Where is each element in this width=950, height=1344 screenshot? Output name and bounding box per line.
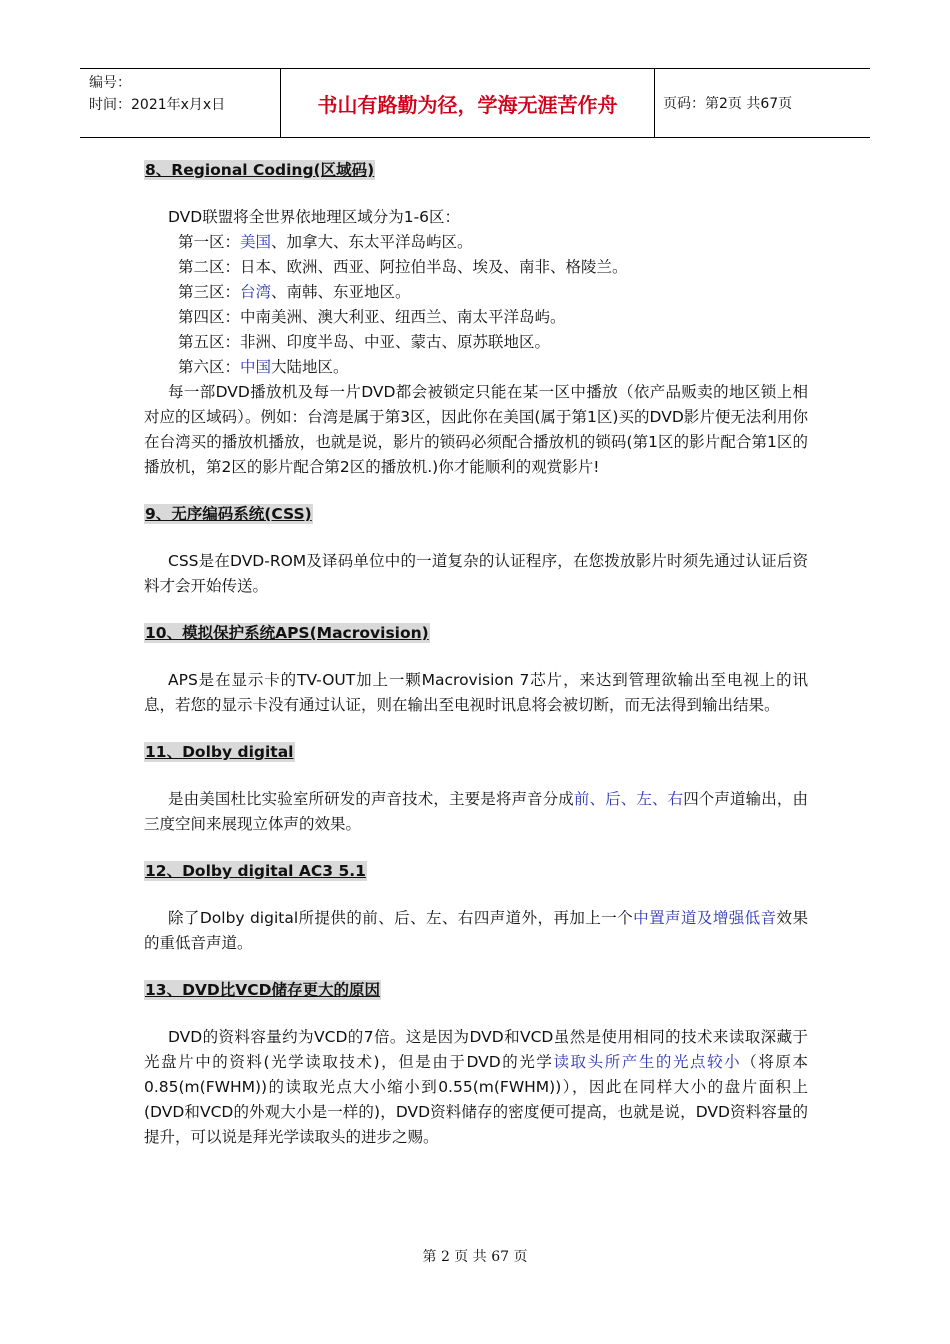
zone-3: 第三区：台湾、南韩、东亚地区。 [178, 283, 411, 301]
zone-6: 第六区：中国大陆地区。 [178, 358, 349, 376]
link-usa[interactable]: 美国 [240, 233, 272, 251]
link-channels[interactable]: 前、后、左、右 [573, 790, 684, 808]
link-center-channel[interactable]: 中置声道及增强低音 [633, 909, 777, 927]
section-9 [144, 502, 808, 599]
document-body [144, 158, 808, 1150]
paragraph: DVD联盟将全世界依地理区域分为1-6区： [168, 208, 461, 226]
link-pickup-head[interactable]: 读取头所产生的光点较小 [553, 1053, 742, 1071]
section-title: 12、Dolby digital AC3 5.1 [145, 862, 366, 880]
header-page-label: 页码：第2页 共67页 [663, 96, 793, 112]
link-china[interactable]: 中国 [240, 358, 272, 376]
paragraph: 每一部DVD播放机及每一片DVD都会被锁定只能在某一区中播放（依产品贩卖的地区锁上相对应的区域码）。例如：台湾是属于第3区，因此你在美国(属于第1区)买的DVD影片便无法利用你在台湾买的播放机播放，也就是说，影片的锁码必须配合播放机的锁码(第1区的影片配合第1区的播放机，第2区的影片配合第2区的播放机.)你才能顺利的观赏影片! [144, 383, 808, 476]
section-11 [144, 740, 808, 837]
page-header [80, 68, 870, 138]
section-title: 8、Regional Coding(区域码) [145, 161, 375, 179]
page-footer: 第 2 页 共 67 页 [422, 1249, 528, 1265]
section-title: 10、模拟保护系统APS(Macrovision) [145, 624, 429, 642]
paragraph: 是由美国杜比实验室所研发的声音技术，主要是将声音分成前、后、左、右四个声道输出，由三度空间来展现立体声的效果。 [144, 790, 808, 833]
header-motto: 书山有路勤为径，学海无涯苦作舟 [281, 69, 655, 137]
zone-5: 第五区：非洲、印度半岛、中亚、蒙古、原苏联地区。 [178, 333, 551, 351]
zone-4: 第四区：中南美洲、澳大利亚、纽西兰、南太平洋岛屿。 [178, 308, 566, 326]
paragraph: DVD的资料容量约为VCD的7倍。这是因为DVD和VCD虽然是使用相同的技术来读取深藏于光盘片中的资料(光学读取技术)，但是由于DVD的光学读取头所产生的光点较小（将原本0.85(m(FWHM))的读取光点大小缩小到0.55(m(FWHM))），因此在同样大小的盘片面积上(DVD和VCD的外观大小是一样的)，DVD资料储存的密度便可提高，也就是说，DVD资料容量的提升，可以说是拜光学读取头的进步之赐。 [144, 1028, 808, 1146]
paragraph: APS是在显示卡的TV-OUT加上一颗Macrovision 7芯片，来达到管理欲输出至电视上的讯息，若您的显示卡没有通过认证，则在输出至电视时讯息将会被切断，而无法得到输出结果。 [144, 671, 808, 714]
section-12 [144, 859, 808, 956]
paragraph: 除了Dolby digital所提供的前、后、左、右四声道外，再加上一个中置声道及增强低音效果的重低音声道。 [144, 909, 808, 952]
paragraph: CSS是在DVD-ROM及译码单位中的一道复杂的认证程序，在您拨放影片时须先通过认证后资料才会开始传送。 [144, 552, 808, 595]
section-8 [144, 158, 808, 480]
section-10 [144, 621, 808, 718]
doc-time-label: 时间：2021年x月x日 [89, 97, 226, 113]
header-meta [80, 69, 281, 137]
section-13 [144, 978, 808, 1150]
section-title: 11、Dolby digital [145, 743, 294, 761]
section-title: 13、DVD比VCD储存更大的原因 [145, 981, 381, 999]
zone-1: 第一区：美国、加拿大、东太平洋岛屿区。 [178, 233, 473, 251]
doc-number-label: 编号： [89, 75, 131, 91]
zone-2: 第二区：日本、欧洲、西亚、阿拉伯半岛、埃及、南非、格陵兰。 [178, 258, 628, 276]
section-title: 9、无序编码系统(CSS) [145, 505, 312, 523]
link-taiwan[interactable]: 台湾 [240, 283, 272, 301]
